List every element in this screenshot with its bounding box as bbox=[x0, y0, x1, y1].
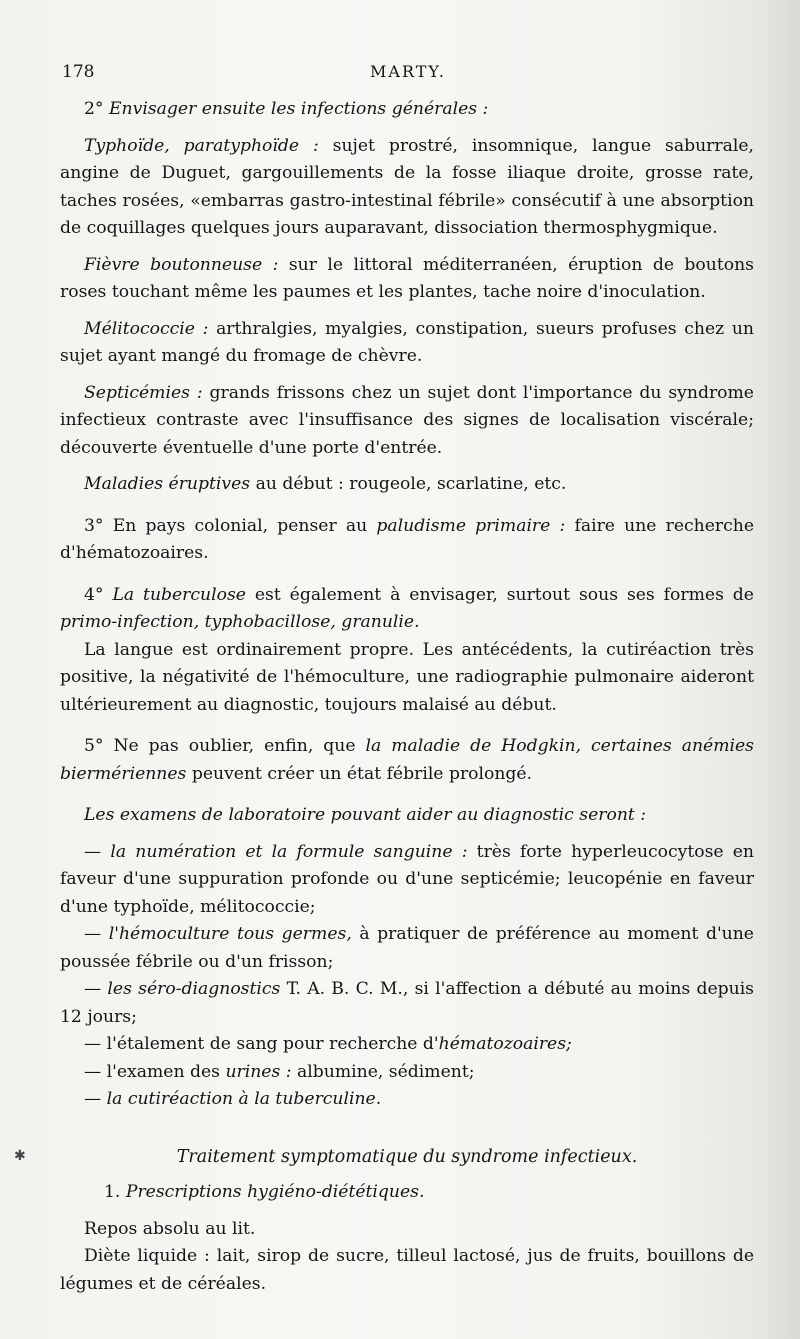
list-term: la numération et la formule sanguine : bbox=[110, 841, 468, 862]
fievre-paragraph bbox=[60, 252, 754, 307]
point5-text-before: Ne pas oublier, enfin, que bbox=[103, 736, 366, 756]
list-dash: — bbox=[84, 979, 102, 999]
list-term: les séro-diagnostics bbox=[107, 979, 281, 999]
list-dash: — bbox=[84, 924, 102, 944]
intro-number: 2° bbox=[84, 99, 104, 119]
melitococcie-term: Mélitococcie : bbox=[84, 318, 209, 339]
septicemies-term: Septicémies : bbox=[84, 382, 203, 403]
list-term: urines : bbox=[225, 1061, 292, 1082]
sub-title bbox=[60, 1179, 754, 1207]
point5-term: la maladie de Hodgkin, certaines anémies biermériennes bbox=[60, 736, 754, 784]
list-item bbox=[60, 839, 754, 922]
list-item bbox=[60, 1059, 754, 1087]
list-dash: — bbox=[84, 1034, 102, 1054]
point3-text-after: faire une recherche d'hématozoaires. bbox=[60, 515, 754, 563]
maladies-paragraph bbox=[60, 471, 754, 499]
running-title: MARTY. bbox=[370, 62, 446, 81]
list-term: la cutiréaction à la tuberculine. bbox=[106, 1089, 382, 1109]
typhoide-term: Typhoïde, paratyphoïde : bbox=[84, 135, 319, 156]
list-text: l'examen des bbox=[101, 1061, 226, 1082]
diete-paragraph: Diète liquide : lait, sirop de sucre, tilleul lactosé, jus de fruits, bouillons de légumes et de céréales. bbox=[60, 1246, 754, 1294]
langue-paragraph: La langue est ordinairement propre. Les antécédents, la cutiréaction très positive, la négativité de l'hémoculture, une radiographie pulmonaire aideront ultérieurement au diagnostic, toujours malaisé au début. bbox=[60, 639, 754, 715]
intro-paragraph bbox=[60, 96, 754, 124]
examens-intro-text: Les examens de laboratoire pouvant aider au diagnostic seront : bbox=[84, 805, 647, 825]
margin-mark-icon: ✱ bbox=[14, 1148, 26, 1164]
point4-text: est également à envisager, surtout sous ses formes de bbox=[245, 584, 754, 605]
page-number: 178 bbox=[62, 62, 95, 82]
melitococcie-paragraph bbox=[60, 316, 754, 371]
list-item bbox=[60, 1086, 754, 1114]
list-term: hématozoaires; bbox=[438, 1034, 572, 1054]
intro-text: Envisager ensuite les infections générales : bbox=[109, 99, 489, 119]
melitococcie-text: arthralgies, myalgies, constipation, sueurs profuses chez un sujet ayant mangé du fromage de chèvre. bbox=[60, 318, 754, 366]
list-text: très forte hyperleucocytose en faveur d'une suppuration profonde ou d'une septicémie; leucopénie en faveur d'une typhoïde, mélitococcie; bbox=[60, 841, 754, 917]
list-item bbox=[60, 921, 754, 976]
list-text: l'étalement de sang pour recherche d' bbox=[101, 1034, 439, 1054]
list-text: albumine, sédiment; bbox=[291, 1061, 475, 1082]
maladies-term: Maladies éruptives bbox=[84, 474, 251, 494]
list-dash: — bbox=[84, 841, 102, 862]
list-text: T. A. B. C. M., si l'affection a débuté au moins depuis 12 jours; bbox=[60, 979, 755, 1027]
page-body bbox=[60, 96, 754, 1298]
list-term: l'hémoculture tous germes, bbox=[108, 924, 352, 944]
point3-number: 3° bbox=[84, 515, 104, 536]
list-text: à pratiquer de préférence au moment d'une poussée fébrile ou d'un frisson; bbox=[60, 924, 754, 972]
list-item bbox=[60, 1031, 754, 1059]
septicemies-paragraph bbox=[60, 380, 754, 463]
point3-text-before: En pays colonial, penser au bbox=[103, 515, 377, 536]
list-dash: — bbox=[84, 1089, 102, 1109]
point3-term: paludisme primaire : bbox=[376, 515, 566, 536]
section-title: Traitement symptomatique du syndrome infectieux. bbox=[176, 1146, 638, 1167]
point4-paragraph bbox=[60, 582, 754, 637]
maladies-text: au début : rougeole, scarlatine, etc. bbox=[250, 474, 567, 494]
page-header bbox=[62, 62, 690, 86]
examens-intro bbox=[60, 802, 754, 830]
repos-paragraph: Repos absolu au lit. bbox=[84, 1218, 256, 1239]
point5-paragraph bbox=[60, 733, 754, 788]
point4-term: La tuberculose bbox=[112, 584, 246, 605]
list-item bbox=[60, 976, 754, 1031]
sub-title-number: 1. bbox=[104, 1182, 121, 1202]
septicemies-text: grands frissons chez un sujet dont l'importance du syndrome infectieux contraste avec l'insuffisance des signes de localisation viscérale; découverte éventuelle d'une porte d'entrée. bbox=[60, 382, 754, 458]
list-dash: — bbox=[84, 1061, 102, 1082]
point5-text-after: peuvent créer un état fébrile prolongé. bbox=[186, 763, 533, 784]
sub-title-text: Prescriptions hygiéno-diététiques. bbox=[125, 1182, 425, 1202]
typhoide-paragraph bbox=[60, 133, 754, 243]
fievre-text: sur le littoral méditerranéen, éruption de boutons roses touchant même les paumes et les plantes, tache noire d'inoculation. bbox=[60, 254, 754, 302]
point4-forms: primo-infection, typhobacillose, granulie. bbox=[60, 612, 420, 632]
point5-number: 5° bbox=[84, 736, 104, 756]
point3-paragraph bbox=[60, 513, 754, 568]
typhoide-text: sujet prostré, insomnique, langue saburrale, angine de Duguet, gargouillements de la fosse iliaque droite, grosse rate, taches rosées, «embarras gastro-intestinal fébrile» consécutif à une absorption de coquillages quelques jours auparavant, dissociation thermosphygmique. bbox=[60, 135, 754, 238]
fievre-term: Fièvre boutonneuse : bbox=[84, 254, 279, 275]
point4-number: 4° bbox=[84, 584, 104, 605]
